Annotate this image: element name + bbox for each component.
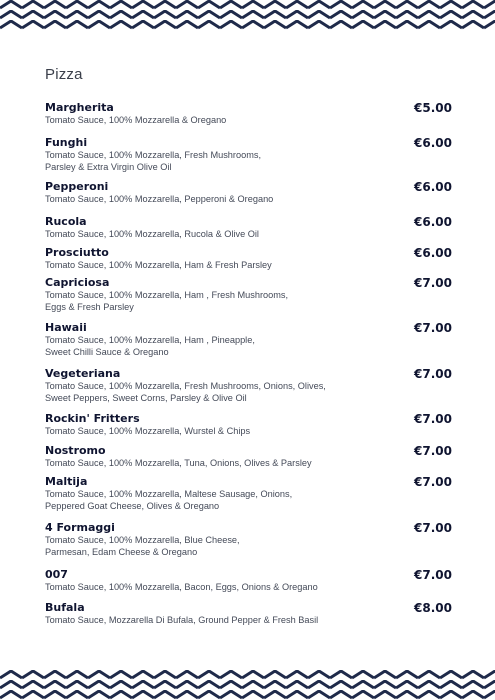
item-description: Tomato Sauce, 100% Mozzarella, Fresh Mushrooms, Parsley & Extra Virgin Olive Oil xyxy=(45,150,261,172)
item-description: Tomato Sauce, 100% Mozzarella, Ham , Pineapple, Sweet Chilli Sauce & Oregano xyxy=(45,335,255,357)
menu-item-007 xyxy=(45,568,452,594)
item-description: Tomato Sauce, 100% Mozzarella, Rucola & Olive Oil xyxy=(45,229,259,239)
item-price: €7.00 xyxy=(414,521,452,535)
item-price: €7.00 xyxy=(414,444,452,458)
item-description: Tomato Sauce, 100% Mozzarella, Fresh Mushrooms, Onions, Olives, Sweet Peppers, Sweet Corns, Parsley & Olive Oil xyxy=(45,381,326,403)
item-name: Bufala xyxy=(45,601,85,614)
menu-item-funghi xyxy=(45,136,452,173)
menu-item-4-formaggi xyxy=(45,521,452,558)
item-name: 4 Formaggi xyxy=(45,521,115,534)
item-price: €7.00 xyxy=(414,367,452,381)
item-name: Maltija xyxy=(45,475,88,488)
chevron-border-top xyxy=(0,0,495,30)
item-name: Vegeteriana xyxy=(45,367,121,380)
item-description: Tomato Sauce, 100% Mozzarella, Bacon, Eggs, Onions & Oregano xyxy=(45,582,318,592)
item-description: Tomato Sauce, 100% Mozzarella, Wurstel & Chips xyxy=(45,426,251,436)
item-description: Tomato Sauce, 100% Mozzarella, Maltese Sausage, Onions, Peppered Goat Cheese, Olives & Oregano xyxy=(45,489,293,511)
item-price: €7.00 xyxy=(414,475,452,489)
menu-item-vegeteriana xyxy=(45,367,452,404)
menu-item-rockin-fritters xyxy=(45,412,452,438)
item-description: Tomato Sauce, 100% Mozzarella, Pepperoni & Oregano xyxy=(45,194,274,204)
item-price: €7.00 xyxy=(414,321,452,335)
item-name: Capriciosa xyxy=(45,276,110,289)
chevron-border-bottom xyxy=(0,670,495,700)
menu-item-pepperoni xyxy=(45,180,452,206)
menu-item-margherita xyxy=(45,101,452,127)
item-name: Rucola xyxy=(45,215,87,228)
item-price: €7.00 xyxy=(414,412,452,426)
section-title: Pizza xyxy=(45,66,83,83)
item-description: Tomato Sauce, 100% Mozzarella, Tuna, Onions, Olives & Parsley xyxy=(45,458,312,468)
item-price: €6.00 xyxy=(414,215,452,229)
menu-item-capriciosa xyxy=(45,276,452,313)
item-description: Tomato Sauce, Mozzarella Di Bufala, Ground Pepper & Fresh Basil xyxy=(45,615,319,625)
menu-item-maltija xyxy=(45,475,452,512)
item-price: €6.00 xyxy=(414,180,452,194)
item-description: Tomato Sauce, 100% Mozzarella & Oregano xyxy=(45,115,227,125)
item-price: €8.00 xyxy=(414,601,452,615)
item-price: €7.00 xyxy=(414,568,452,582)
item-name: 007 xyxy=(45,568,68,581)
item-price: €6.00 xyxy=(414,246,452,260)
menu-item-bufala xyxy=(45,601,452,627)
menu-item-hawaii xyxy=(45,321,452,358)
menu-item-nostromo xyxy=(45,444,452,470)
item-name: Prosciutto xyxy=(45,246,109,259)
item-price: €5.00 xyxy=(414,101,452,115)
item-name: Nostromo xyxy=(45,444,106,457)
item-description: Tomato Sauce, 100% Mozzarella, Ham & Fresh Parsley xyxy=(45,260,272,270)
item-name: Pepperoni xyxy=(45,180,109,193)
item-description: Tomato Sauce, 100% Mozzarella, Blue Cheese, Parmesan, Edam Cheese & Oregano xyxy=(45,535,240,557)
menu-item-rucola xyxy=(45,215,452,241)
item-name: Margherita xyxy=(45,101,114,114)
item-price: €7.00 xyxy=(414,276,452,290)
item-name: Rockin' Fritters xyxy=(45,412,140,425)
item-price: €6.00 xyxy=(414,136,452,150)
item-name: Hawaii xyxy=(45,321,87,334)
item-description: Tomato Sauce, 100% Mozzarella, Ham , Fresh Mushrooms, Eggs & Fresh Parsley xyxy=(45,290,289,312)
item-name: Funghi xyxy=(45,136,88,149)
menu-item-prosciutto xyxy=(45,246,452,272)
